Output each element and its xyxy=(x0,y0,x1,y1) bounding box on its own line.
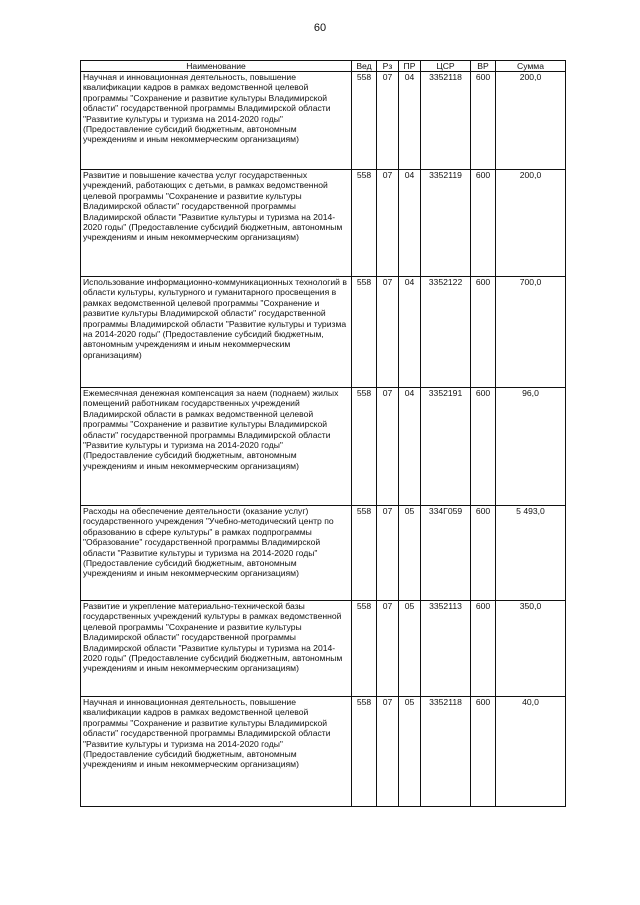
row-ved: 558 xyxy=(352,388,377,506)
row-ved: 558 xyxy=(352,697,377,807)
row-rz: 07 xyxy=(377,277,399,388)
header-sum: Сумма xyxy=(496,61,566,72)
row-csr: 3352118 xyxy=(421,697,471,807)
table-row xyxy=(81,697,566,807)
row-sum: 96,0 xyxy=(496,388,566,506)
row-rz: 07 xyxy=(377,697,399,807)
row-vr: 600 xyxy=(471,506,496,601)
row-csr: 3352122 xyxy=(421,277,471,388)
row-ved: 558 xyxy=(352,277,377,388)
row-vr: 600 xyxy=(471,170,496,277)
table-row xyxy=(81,170,566,277)
page-number: 60 xyxy=(313,22,327,34)
row-name: Ежемесячная денежная компенсация за наем (поднаем) жилых помещений работникам государственных учреждений Владимирской области в рамках ведомственной целевой программы "Сохранение и развитие культуры Владимирской области" государственной программы Владимирской области "Развитие культуры и туризма на 2014-2020 годы" (Предоставление субсидий бюджетным, автономным учреждениям и иным некоммерческим организациям) xyxy=(81,388,352,506)
row-vr: 600 xyxy=(471,388,496,506)
header-pr: ПР xyxy=(399,61,421,72)
row-name: Научная и инновационная деятельность, повышение квалификации кадров в рамках ведомственной целевой программы "Сохранение и развитие культуры Владимирской области" государственной программы Владимирской области "Развитие культуры и туризма на 2014-2020 годы" (Предоставление субсидий бюджетным, автономным учреждениям и иным некоммерческим организациям) xyxy=(81,72,352,170)
row-rz: 07 xyxy=(377,601,399,697)
row-sum: 40,0 xyxy=(496,697,566,807)
row-name: Расходы на обеспечение деятельности (оказание услуг) государственного учреждения "Учебно-методический центр по образованию в сфере культуры" в рамках подпрограммы "Образование" государственной программы Владимирской области "Развитие культуры и туризма на 2014-2020 годы" (Предоставление субсидий бюджетным, автономным учреждениям и иным некоммерческим организациям) xyxy=(81,506,352,601)
row-pr: 04 xyxy=(399,388,421,506)
row-vr: 600 xyxy=(471,277,496,388)
row-rz: 07 xyxy=(377,72,399,170)
header-vr: ВР xyxy=(471,61,496,72)
table-row xyxy=(81,277,566,388)
row-rz: 07 xyxy=(377,506,399,601)
row-sum: 200,0 xyxy=(496,170,566,277)
row-ved: 558 xyxy=(352,72,377,170)
row-pr: 05 xyxy=(399,601,421,697)
row-ved: 558 xyxy=(352,506,377,601)
row-sum: 5 493,0 xyxy=(496,506,566,601)
row-sum: 200,0 xyxy=(496,72,566,170)
row-pr: 04 xyxy=(399,277,421,388)
row-pr: 05 xyxy=(399,697,421,807)
row-pr: 04 xyxy=(399,72,421,170)
table-row xyxy=(81,506,566,601)
row-sum: 350,0 xyxy=(496,601,566,697)
row-name: Научная и инновационная деятельность, повышение квалификации кадров в рамках ведомственной целевой программы "Сохранение и развитие культуры Владимирской области" государственной программы Владимирской области "Развитие культуры и туризма на 2014-2020 годы" (Предоставление субсидий бюджетным, автономным учреждениям и иным некоммерческим организациям) xyxy=(81,697,352,807)
row-name: Развитие и укрепление материально-технической базы государственных учреждений культуры в рамках ведомственной целевой программы "Сохранение и развитие культуры Владимирской области" государственной программы Владимирской области "Развитие культуры и туризма на 2014-2020 годы" (Предоставление субсидий бюджетным, автономным учреждениям и иным некоммерческим организациям) xyxy=(81,601,352,697)
row-pr: 05 xyxy=(399,506,421,601)
row-name: Использование информационно-коммуникационных технологий в области культуры, культурного и гуманитарного просвещения в рамках ведомственной целевой программы "Сохранение и развитие культуры Владимирской области" государственной программы Владимирской области "Развитие культуры и туризма на 2014-2020 годы" (Предоставление субсидий бюджетным, автономным учреждениям и иным некоммерческим организациям) xyxy=(81,277,352,388)
row-ved: 558 xyxy=(352,601,377,697)
row-csr: 334Г059 xyxy=(421,506,471,601)
row-sum: 700,0 xyxy=(496,277,566,388)
row-csr: 3352113 xyxy=(421,601,471,697)
row-csr: 3352191 xyxy=(421,388,471,506)
table-row xyxy=(81,388,566,506)
header-csr: ЦСР xyxy=(421,61,471,72)
row-name: Развитие и повышение качества услуг государственных учреждений, работающих с детьми, в рамках ведомственной целевой программы "Сохранение и развитие культуры Владимирской области" государственной программы Владимирской области "Развитие культуры и туризма на 2014-2020 годы" (Предоставление субсидий бюджетным, автономным учреждениям и иным некоммерческим организациям) xyxy=(81,170,352,277)
header-rz: Рз xyxy=(377,61,399,72)
row-pr: 04 xyxy=(399,170,421,277)
row-rz: 07 xyxy=(377,388,399,506)
table-row xyxy=(81,601,566,697)
row-csr: 3352118 xyxy=(421,72,471,170)
budget-table xyxy=(80,60,566,807)
header-name: Наименование xyxy=(81,61,352,72)
header-row xyxy=(81,61,566,72)
row-csr: 3352119 xyxy=(421,170,471,277)
header-ved: Вед xyxy=(352,61,377,72)
row-rz: 07 xyxy=(377,170,399,277)
table-row xyxy=(81,72,566,170)
row-vr: 600 xyxy=(471,697,496,807)
row-vr: 600 xyxy=(471,72,496,170)
row-vr: 600 xyxy=(471,601,496,697)
row-ved: 558 xyxy=(352,170,377,277)
